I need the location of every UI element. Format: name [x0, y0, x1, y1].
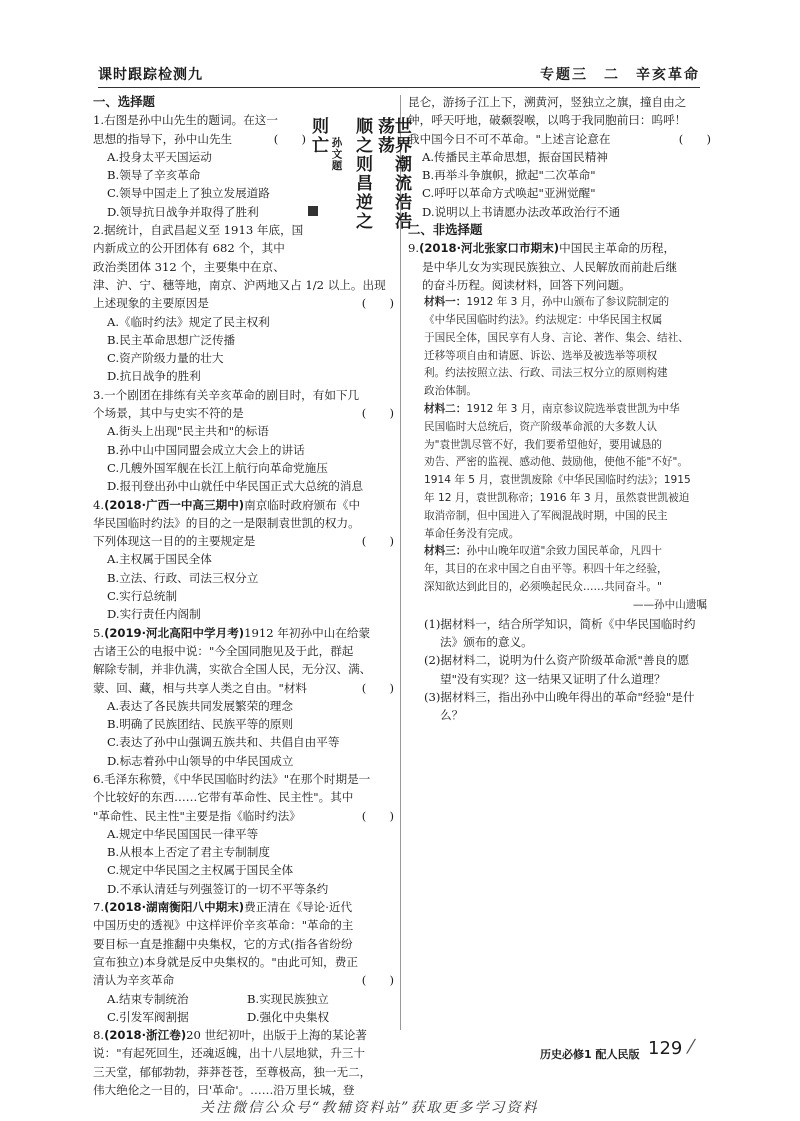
answer-paren: ( ) — [361, 808, 394, 823]
q7-options-row-1: A.结束专制统治 B.实现民族独立 — [107, 991, 329, 1006]
question-2 — [93, 221, 394, 386]
source-tag: (2018·广西一中高三期中) — [104, 497, 245, 512]
q8-stem: 钟，呼天吁地，破颡裂喉，以鸣于我同胞前曰：呜呼！ — [408, 113, 687, 128]
header-rule — [98, 87, 700, 88]
right-column — [408, 93, 711, 724]
q8-stem: 伟大绝伦之一目的，曰'革命'。……沿万里长城，登 — [93, 1083, 355, 1098]
q5-option-c: C.表达了孙中山强调五族共和、共倡自由平等 — [107, 735, 340, 750]
q4-stem: 下列体现这一目的的主要规定是 ( ) — [93, 532, 394, 550]
page-slash: / — [685, 1036, 697, 1057]
answer-paren: ( ) — [361, 973, 394, 988]
calligraphy-column-2: 顺之则昌逆之 — [352, 117, 372, 231]
q4-stem: 华民国临时约法》的目的之一是限制袁世凯的权力。 — [93, 515, 360, 530]
q8-stem: 说："有起死回生，还魂返魄，出十八层地狱，升三十 — [93, 1046, 365, 1061]
question-6 — [93, 770, 394, 898]
q7-stem: 清认为辛亥革命 ( ) — [93, 971, 394, 989]
answer-paren: ( ) — [678, 131, 711, 146]
q7-stem: 要目标一直是推翻中央集权，它的方式(指各省纷纷 — [93, 936, 353, 951]
q8-option-d: D.说明以上书请愿办法改革政治行不通 — [422, 204, 621, 219]
q3-option-d: D.报刊登出孙中山就任中华民国正式大总统的消息 — [107, 479, 364, 494]
q2-option-d: D.抗日战争的胜利 — [107, 369, 201, 384]
q8-option-c: C.呼吁以革命方式唤起"亚洲觉醒" — [422, 186, 596, 201]
q4-option-c: C.实行总统制 — [107, 589, 178, 604]
q1-stem: 1.右图是孙中山先生的题词。在这一 — [93, 113, 278, 128]
q3-option-c: C.几艘外国军舰在长江上航行向革命党施压 — [107, 460, 328, 475]
promo-note: 关注微信公众号“教辅资料站”获取更多学习资料 — [200, 1100, 539, 1116]
question-1 — [93, 111, 306, 221]
question-4 — [93, 496, 394, 624]
q5-stem: 蒙、回、藏，相与共享人类之自由。"材料 ( ) — [93, 679, 394, 697]
q5-option-a: A.表达了各民族共同发展繁荣的理念 — [107, 698, 293, 713]
material-label: 材料三： — [424, 545, 467, 558]
q3-stem: 个场景，其中与史实不符的是 ( ) — [93, 404, 394, 422]
header-left: 课时跟踪检测九 — [98, 67, 203, 83]
q1-option-d: D.领导抗日战争并取得了胜利 — [107, 204, 259, 219]
q5-option-b: B.明确了民族团结、民族平等的原则 — [107, 717, 294, 732]
material-signature: ——孙中山遗嘱 — [632, 598, 707, 611]
header-right: 专题三 二 辛亥革命 — [540, 67, 700, 83]
q7-stem: 中国历史的透视》中这样评价辛亥革命："革命的主 — [93, 918, 354, 933]
q5-option-d: D.标志着孙中山领导的中华民国成立 — [107, 753, 294, 768]
answer-paren: ( ) — [273, 131, 306, 146]
q5-stem: 解除专制，并非仇满，实欲合全国人民，无分汉、满、 — [93, 662, 372, 677]
question-8-continued — [408, 93, 711, 221]
q2-stem: 2.据统计，自武昌起义至 1913 年底，国 — [93, 223, 304, 238]
q2-option-c: C.资产阶级力量的壮大 — [107, 351, 224, 366]
q9-stem: 9.(2018·河北张家口市期末)中国民主革命的历程， — [408, 241, 676, 256]
q8-stem: 三天堂，郁郁勃勃，莽莽苍苍，至尊极高，独一无二， — [93, 1064, 372, 1079]
q9-stem: 是中华儿女为实现民族独立、人民解放而前赴后继 — [422, 259, 678, 274]
material-3: 材料三：孙中山晚年叹道"余致力国民革命，凡四十 年，其目的在求中国之自由平等。积四十年之经验， 深知欲达到此目的，必须唤起民众……共同奋斗。" ——孙中山遗嘱 — [408, 543, 711, 614]
q6-stem: "革命性、民主性"主要是指《临时约法》 ( ) — [93, 807, 394, 825]
q9-subquestion-3: (3)据材料三，指出孙中山晚年得出的革命"经验"是什么？ — [424, 689, 695, 723]
q4-option-d: D.实行责任内阁制 — [107, 607, 201, 622]
source-tag: (2018·浙江卷) — [104, 1028, 187, 1043]
q8-option-a: A.传播民主革命思想，振奋国民精神 — [422, 149, 608, 164]
page-number: 129 — [648, 1038, 683, 1059]
q8-stem: 我中国今日不可不革命。"上述言论意在 ( ) — [408, 130, 711, 148]
q6-option-d: D.不承认清廷与列强签订的一切不平等条约 — [107, 881, 329, 896]
q2-stem: 内新成立的公开团体有 682 个，其中 — [93, 241, 285, 256]
q6-option-b: B.从根本上否定了君主专制制度 — [107, 845, 270, 860]
q9-subquestion-2: (2)据材料二，说明为什么资产阶级革命派"善良的愿望"没有实现？这一结果又证明了什么道理？ — [424, 653, 690, 686]
source-tag: (2019·河北高阳中学月考) — [104, 625, 245, 640]
q6-option-a: A.规定中华民国国民一律平等 — [107, 826, 259, 841]
calligraphy-column-1: 世界潮流浩浩荡荡 — [374, 117, 411, 231]
question-8 — [93, 1026, 394, 1099]
column-divider — [400, 95, 401, 1030]
q4-option-a: A.主权属于国民全体 — [107, 552, 212, 567]
q1-stem: 思想的指导下，孙中山先生 ( ) — [93, 130, 306, 148]
q4-stem: 4.(2018·广西一中高三期中)南京临时政府颁布《中 — [93, 497, 361, 512]
answer-paren: ( ) — [361, 296, 394, 311]
q3-stem: 3.一个剧团在排练有关辛亥革命的剧目时，有如下几 — [93, 387, 360, 402]
q1-option-a: A.投身太平天国运动 — [107, 149, 212, 164]
q9-stem: 的奋斗历程。阅读材料，回答下列问题。 — [422, 277, 631, 292]
q6-stem: 6.毛泽东称赞，《中华民国临时约法》"在那个时期是一 — [93, 771, 371, 786]
material-2: 材料二：1912 年 3 月，南京参议院选举袁世凯为中华 民国临时大总统后，资产阶级革命派的大多数人认 为"袁世凯尽管不好，我们要希望他好，要用诚恳的 劝告、严密的监视、感动他、鼓励他，使他不能"不好"。 1914 年 5 月，袁世凯废除《中华民国临时约法》；1915 年 12 月，袁世凯称帝；1916 年 3 月，虽然袁世凯被迫 取消帝制，但中国进入了军阀混战时期，中国的民主 革命任务没有完成。 — [424, 403, 691, 540]
question-3 — [93, 386, 394, 496]
q5-stem: 古诸王公的电报中说："今全国同胞见及于此，群起 — [93, 643, 354, 658]
material-label: 材料二： — [424, 403, 467, 416]
q2-stem: 上述现象的主要原因是 ( ) — [93, 294, 394, 312]
material-label: 材料一： — [424, 296, 467, 309]
q8-stem: 8.(2018·浙江卷)20 世纪初叶，出版于上海的某论著 — [93, 1028, 367, 1043]
q1-option-c: C.领导中国走上了独立发展道路 — [107, 186, 270, 201]
q1-option-b: B.领导了辛亥革命 — [107, 168, 201, 183]
calligraphy-column-3: 则亡 — [308, 117, 328, 155]
q2-stem: 津、沪、宁、穗等地，南京、沪两地又占 1/2 以上。出现 — [93, 277, 386, 292]
material-1: 材料一：1912 年 3 月，孙中山颁布了参议院制定的 《中华民国临时约法》。约法规定：中华民国主权属 于国民全体，国民享有人身、言论、著作、集会、结社、 迁移等项自由和请愿、诉讼、选举及被选举等项权 利。约法按照立法、行政、司法三权分立的原则构建 政治体制。 — [424, 296, 689, 398]
q2-stem: 政治类团体 312 个，主要集中在京、 — [93, 259, 285, 274]
q7-options-row-2: C.引发军阀割据 D.强化中央集权 — [107, 1009, 330, 1024]
question-7 — [93, 898, 394, 1026]
q5-stem: 5.(2019·河北高阳中学月考)1912 年初孙中山在给蒙 — [93, 625, 371, 640]
q7-stem: 7.(2018·湖南衡阳八中期末)费正清在《导论·近代 — [93, 900, 353, 915]
answer-paren: ( ) — [361, 680, 394, 695]
question-5 — [93, 624, 394, 770]
q8-option-b: B.再举斗争旗帜，掀起"二次革命" — [422, 168, 596, 183]
source-tag: (2018·河北张家口市期末) — [419, 241, 560, 256]
q6-option-c: C.规定中华民国之主权属于国民全体 — [107, 863, 294, 878]
q9-subquestion-1: (1)据材料一，结合所学知识，简析《中华民国临时约法》颁布的意义。 — [424, 616, 696, 649]
q6-stem: 个比较好的东西……它带有革命性、民主性"。其中 — [93, 790, 354, 805]
question-9 — [408, 239, 711, 724]
q8-stem: 昆仑，游扬子江上下，溯黄河，竖独立之旗，撞自由之 — [408, 95, 687, 109]
q3-option-a: A.街头上出现"民主共和"的标语 — [107, 424, 269, 439]
q3-option-b: B.孙中山中国同盟会成立大会上的讲话 — [107, 442, 305, 457]
answer-paren: ( ) — [361, 406, 394, 421]
q7-stem: 宣布独立)本身就是反中央集权的。"由此可知，费正 — [93, 954, 358, 969]
answer-paren: ( ) — [361, 534, 394, 549]
q4-option-b: B.立法、行政、司法三权分立 — [107, 570, 259, 585]
q2-option-b: B.民主革命思想广泛传播 — [107, 332, 236, 347]
left-column — [93, 93, 394, 1099]
section-title-nonchoice: 二、非选择题 — [408, 222, 483, 238]
section-title-choice: 一、选择题 — [93, 94, 155, 109]
q2-option-a: A.《临时约法》规定了民主权利 — [107, 314, 270, 329]
source-tag: (2018·湖南衡阳八中期末) — [104, 900, 245, 915]
calligraphy-signature: 孙文题 — [330, 137, 343, 172]
footer-book-title: 历史必修1 配人民版 — [540, 1048, 640, 1061]
